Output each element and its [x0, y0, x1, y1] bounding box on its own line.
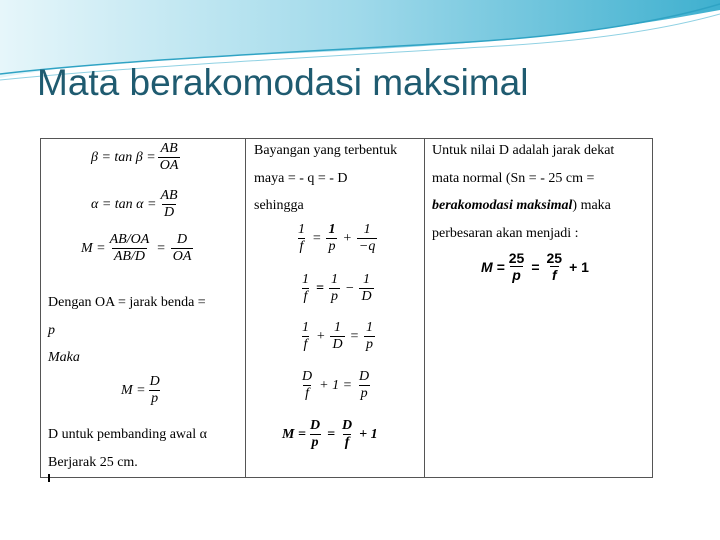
eq25-lhs: M = [481, 258, 505, 275]
text-distance-25: Berjarak 25 cm. [48, 455, 138, 470]
eq4-frac-a [300, 370, 314, 401]
eq-lens-2 [298, 273, 376, 304]
eq-mdp-den: p [151, 391, 159, 406]
eq-m-inner-num: AB/OA [109, 232, 150, 247]
column-3 [425, 139, 652, 477]
eq4-da: f [305, 386, 309, 401]
eq-alpha-lhs: α = tan α = [91, 196, 157, 212]
eq-beta-num: AB [160, 141, 178, 156]
text-oa-distance: Dengan OA = jarak benda = [48, 295, 206, 310]
eq3-op1: + [316, 328, 326, 344]
eq2-op2: − [344, 280, 355, 296]
eq-m-equals: = [156, 240, 166, 256]
eq1-da: f [299, 239, 304, 254]
eq25-db: f [551, 267, 557, 283]
content-table [40, 138, 653, 478]
column-1 [41, 139, 246, 477]
text-d-comparison: D untuk pembanding awal α [48, 427, 207, 442]
eq25-tail: + 1 [569, 258, 589, 275]
eq25-op: = [531, 258, 540, 275]
eq-alpha-den: D [163, 205, 175, 220]
eq-m-compound-fraction [108, 233, 152, 264]
eq3-frac-b [330, 321, 344, 352]
eq1-frac-c [357, 223, 377, 254]
eq4-db: p [360, 386, 368, 401]
eq2-frac-a [300, 273, 311, 304]
eq2-op1: = [316, 280, 324, 296]
text-virtual-image: maya = - q = - D [254, 171, 348, 186]
eq1-dc: −q [358, 239, 376, 254]
eq-m-den: OA [172, 249, 192, 264]
eq2-nc: 1 [363, 272, 370, 287]
eq-lens-3 [298, 321, 377, 352]
eq5-nb: D [342, 418, 353, 433]
slide-title: Mata berakomodasi maksimal [37, 62, 529, 103]
eq-beta-fraction [158, 142, 181, 173]
eq-magnification-25 [481, 251, 592, 282]
eq-lens-1 [294, 223, 379, 254]
eq5-lhs: M = [282, 426, 306, 442]
eq1-nb: 1 [328, 222, 336, 237]
eq-m-inner-den: AB/D [113, 249, 145, 264]
eq-lens-5 [282, 419, 381, 450]
text-magnification-becomes: perbesaran akan menjadi : [432, 226, 579, 241]
text-sehingga: sehingga [254, 198, 304, 213]
eq-alpha-num: AB [160, 188, 178, 203]
text-maka: Maka [48, 350, 80, 365]
eq1-db: p [328, 239, 336, 254]
eq5-db: f [344, 435, 350, 450]
eq2-nb: 1 [330, 272, 338, 287]
eq25-da: p [512, 267, 521, 283]
text-max-accommodation-bold: berakomodasi maksimal [432, 198, 573, 213]
eq-m-num: D [176, 232, 188, 247]
eq3-na: 1 [302, 320, 309, 335]
eq5-op: = [327, 426, 336, 442]
eq-alpha-fraction [158, 189, 179, 220]
eq2-frac-b [329, 273, 340, 304]
eq5-da: p [311, 435, 319, 450]
eq4-nb: D [359, 369, 370, 384]
text-d-value: Untuk nilai D adalah jarak dekat [432, 143, 615, 158]
eq-magnification [81, 233, 195, 264]
eq2-db: p [330, 289, 338, 304]
eq-m-lhs: M = [81, 240, 106, 256]
eq3-op2: = [349, 328, 360, 344]
eq3-da: f [303, 337, 308, 352]
eq-beta-den: OA [159, 158, 179, 173]
eq3-frac-c [364, 321, 375, 352]
eq5-frac-a [308, 419, 322, 450]
eq4-mid: + 1 = [319, 377, 353, 393]
eq5-na: D [309, 418, 321, 433]
eq-beta [91, 142, 182, 173]
eq5-tail: + 1 [359, 426, 378, 442]
eq3-frac-a [300, 321, 311, 352]
text-max-accommodation [432, 199, 611, 213]
eq4-na: D [302, 369, 313, 384]
eq1-frac-b [326, 223, 337, 254]
eq1-frac-a [296, 223, 307, 254]
eq-mdp-lhs: M = [121, 382, 146, 398]
eq-lens-4 [298, 370, 373, 401]
eq5-frac-b [340, 419, 354, 450]
eq3-nb: 1 [334, 320, 342, 335]
eq1-op1: = [312, 230, 322, 246]
text-normal-eye: mata normal (Sn = - 25 cm = [432, 171, 595, 186]
bullet-mark [48, 474, 50, 482]
eq2-dc: D [361, 289, 372, 304]
eq3-dc: p [366, 337, 374, 352]
eq-mdp-fraction [148, 375, 162, 406]
eq25-na: 25 [508, 250, 525, 266]
text-p: p [48, 323, 55, 338]
eq1-na: 1 [298, 222, 305, 237]
eq1-op2: + [342, 230, 352, 246]
eq-alpha [91, 189, 182, 220]
eq-mdp-num: D [149, 374, 160, 389]
eq3-db: D [332, 337, 343, 352]
eq-beta-lhs: β = tan β = [91, 149, 156, 165]
eq25-frac-a [507, 251, 527, 282]
eq2-da: f [303, 289, 308, 304]
eq-m-d-p [121, 375, 164, 406]
eq2-frac-c [359, 273, 373, 304]
text-image-formed: Bayangan yang terbentuk [254, 143, 398, 158]
column-2 [246, 139, 425, 477]
text-maka-tail: ) maka [572, 198, 611, 213]
eq2-na: 1 [302, 272, 309, 287]
eq25-nb: 25 [546, 250, 563, 266]
eq25-frac-b [545, 251, 565, 282]
eq1-nc: 1 [363, 222, 371, 237]
eq3-nc: 1 [366, 320, 374, 335]
eq4-frac-b [357, 370, 371, 401]
eq-m-fraction [171, 233, 194, 264]
